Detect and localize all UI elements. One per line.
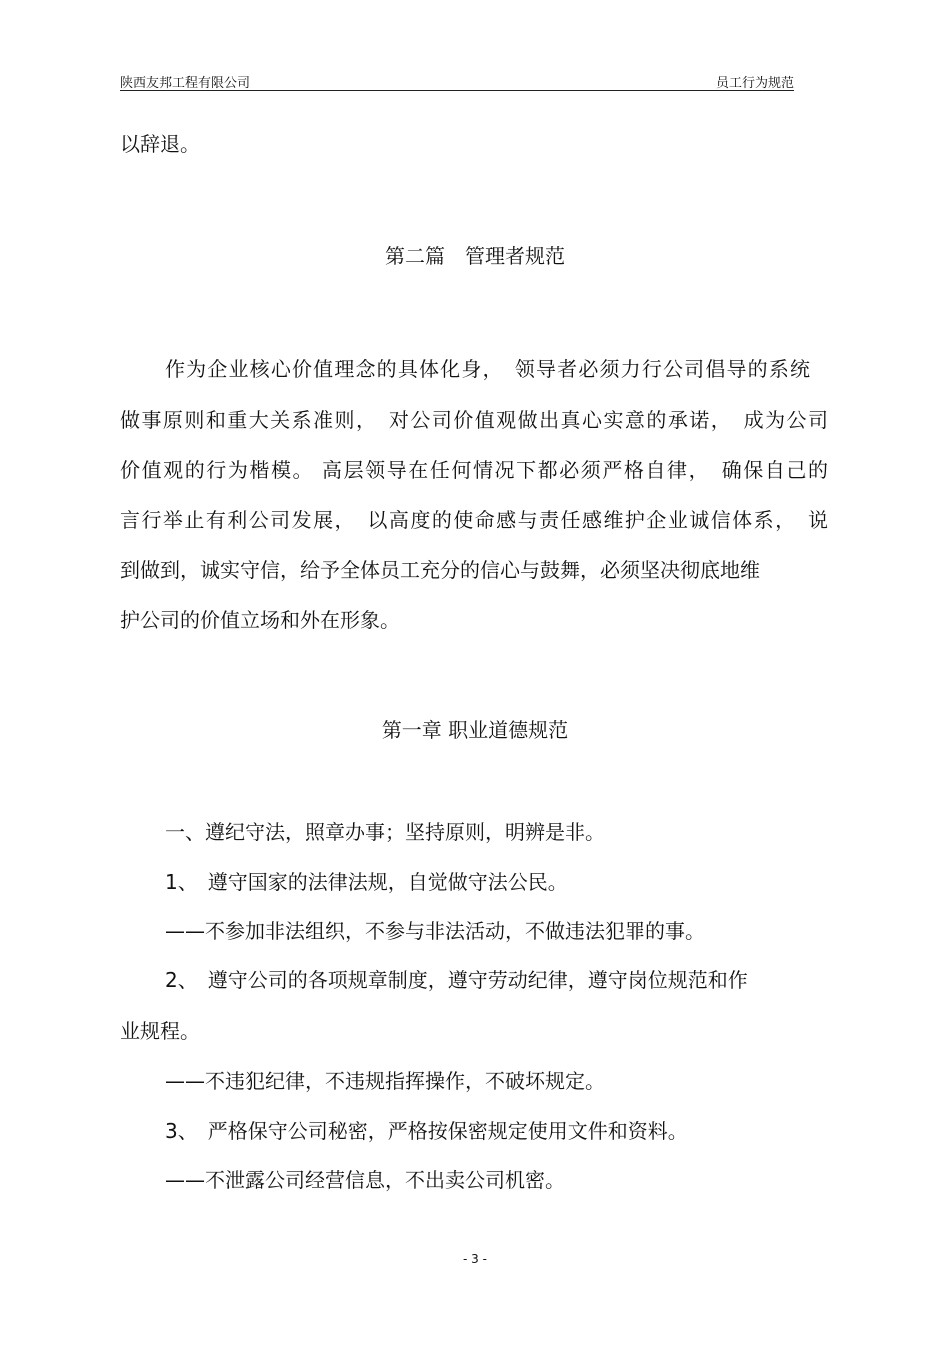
document-title: 员工行为规范 [715,76,794,91]
item-line: 一、遵纪守法，照章办事；坚持原则，明辨是非。 [165,820,605,844]
item-line: 1、 遵守国家的法律法规，自觉做守法公民。 [165,870,568,894]
company-name: 陕西友邦工程有限公司 [120,76,251,91]
paragraph-line: 护公司的价值立场和外在形象。 [120,608,400,632]
paragraph-line: 到做到，诚实守信，给予全体员工充分的信心与鼓舞，必须坚决彻底地维 [120,558,760,582]
page-header [120,70,794,91]
paragraph-line: 言行举止有利公司发展， 以高度的使命感与责任感维护企业诚信体系， 说 [120,508,828,532]
paragraph-line: 价值观的行为楷模。 高层领导在任何情况下都必须严格自律， 确保自己的 [120,458,828,482]
paragraph-line: 做事原则和重大关系准则， 对公司价值观做出真心实意的承诺， 成为公司 [120,408,828,432]
part-title: 第二篇 管理者规范 [385,244,565,268]
paragraph-line: 作为企业核心价值理念的具体化身， 领导者必须力行公司倡导的系统 [165,357,810,381]
item-line: 业规程。 [120,1019,200,1043]
item-line: ——不泄露公司经营信息，不出卖公司机密。 [165,1168,565,1192]
item-line: ——不违犯纪律，不违规指挥操作，不破坏规定。 [165,1069,605,1093]
chapter-title: 第一章 职业道德规范 [381,718,569,742]
item-line: 2、 遵守公司的各项规章制度，遵守劳动纪律，遵守岗位规范和作 [165,968,748,992]
item-line: 3、 严格保守公司秘密，严格按保密规定使用文件和资料。 [165,1119,688,1143]
item-line: ——不参加非法组织，不参与非法活动，不做违法犯罪的事。 [165,919,705,943]
page-number: - 3 - [463,1252,487,1266]
carry-over-text: 以辞退。 [120,132,200,156]
